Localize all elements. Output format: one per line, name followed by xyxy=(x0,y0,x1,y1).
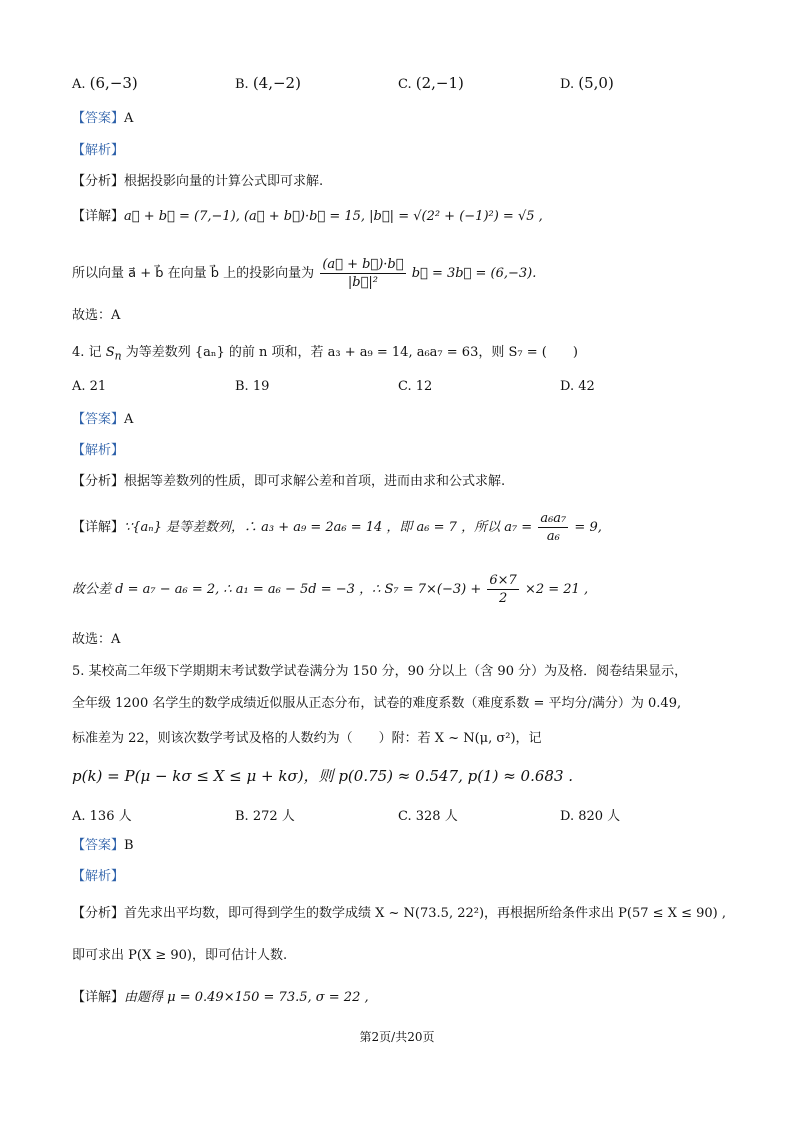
q5-analysis-label: 【解析】 xyxy=(72,869,125,884)
q4-answer: 【答案】A xyxy=(72,412,134,427)
q3-option-b: B. (4,−2) xyxy=(235,74,301,92)
q3-fenxi: 【分析】根据投影向量的计算公式即可求解. xyxy=(72,174,324,189)
q5-stem-2: 全年级 1200 名学生的数学成绩近似服从正态分布，试卷的难度系数（难度系数 = 平均分/满分）为 0.49, xyxy=(72,696,682,711)
q5-stem-4: p(k) = P(μ − kσ ≤ X ≤ μ + kσ)，则 p(0.75) ≈ 0.547, p(1) ≈ 0.683 . xyxy=(72,767,574,785)
q5-stem-3: 标准差为 22，则该次数学考试及格的人数约为（ ）附：若 X ~ N(μ, σ²)，记 xyxy=(72,731,542,746)
q4-option-d: D. 42 xyxy=(560,379,595,394)
q3-option-c: C. (2,−1) xyxy=(398,74,464,92)
q4-detail-1: 【详解】∵{aₙ} 是等差数列，∴ a₃ + a₉ = 2a₆ = 14 ，即 a₆ = 7 ，所以 a₇ = $\frac{\text{a₆a₇}}{\text{a₆}}$ = 9, xyxy=(72,511,602,544)
q4-stem: 4. 记 $S_n$ 为等差数列 {aₙ} 的前 n 项和，若 a₃ + a₉ = 14, a₆a₇ = 63，则 S₇ = ( ) xyxy=(72,345,578,363)
q5-answer: 【答案】B xyxy=(72,838,134,853)
q3-option-a: A. (6,−3) xyxy=(72,74,138,92)
q4-detail-fraction-2: $\frac{6\times 7}{2}$ xyxy=(489,573,517,606)
q5-option-d: D. 820 人 xyxy=(560,809,621,824)
q3-option-d: D. (5,0) xyxy=(560,74,614,92)
q5-option-b: B. 272 人 xyxy=(235,809,295,824)
page-footer: 第2页/共20页 xyxy=(359,1030,435,1044)
q5-option-c: C. 328 人 xyxy=(398,809,458,824)
q3-analysis-label: 【解析】 xyxy=(72,143,125,158)
q4-choose: 故选：A xyxy=(72,632,121,647)
q5-detail: 【详解】由题得 μ = 0.49×150 = 73.5, σ = 22 , xyxy=(72,990,369,1005)
q4-detail-fraction: $\frac{\text{a₆a₇}}{\text{a₆}}$ xyxy=(540,511,567,544)
q4-analysis-label: 【解析】 xyxy=(72,443,125,458)
q5-fenxi: 【分析】首先求出平均数，即可得到学生的数学成绩 X ~ N(73.5, 22²)，再根据所给条件求出 P(57 ≤ X ≤ 90) , xyxy=(72,906,726,921)
q5-stem-1: 5. 某校高二年级下学期期末考试数学试卷满分为 150 分，90 分以上（含 90 分）为及格．阅卷结果显示， xyxy=(72,664,688,679)
q4-detail-2: 故公差 d = a₇ − a₆ = 2, ∴ a₁ = a₆ − 5d = −3 ，∴ S₇ = 7×(−3) + $\frac{6\times 7}{2}$ ×2 = 21 , xyxy=(72,573,589,606)
q5-fenxi-2: 即可求出 P(X ≥ 90)，即可估计人数. xyxy=(72,948,288,963)
q4-fenxi: 【分析】根据等差数列的性质，即可求解公差和首项，进而由求和公式求解. xyxy=(72,474,506,489)
q3-detail: 【详解】a⃗ + b⃗ = (7,−1), (a⃗ + b⃗)·b⃗ = 15, |b⃗| = √(2² + (−1)²) = √5 , xyxy=(72,209,543,224)
q3-choose: 故选：A xyxy=(72,308,121,323)
q4-option-a: A. 21 xyxy=(72,379,107,394)
q4-option-b: B. 19 xyxy=(235,379,270,394)
q3-answer: 【答案】A xyxy=(72,111,134,126)
q5-option-a: A. 136 人 xyxy=(72,809,132,824)
q4-option-c: C. 12 xyxy=(398,379,433,394)
q3-projection: 所以向量 a⃗ + b⃗ 在向量 b⃗ 上的投影向量为 $\frac{(a⃗ + b⃗)\cdot b⃗}{\text{|b⃗|²}}$ b⃗ = 3b⃗ = (6,−3). xyxy=(72,257,537,290)
q3-projection-fraction: $\frac{(a⃗ + b⃗)\cdot b⃗}{\text{|b⃗|²}}$ xyxy=(322,257,404,290)
